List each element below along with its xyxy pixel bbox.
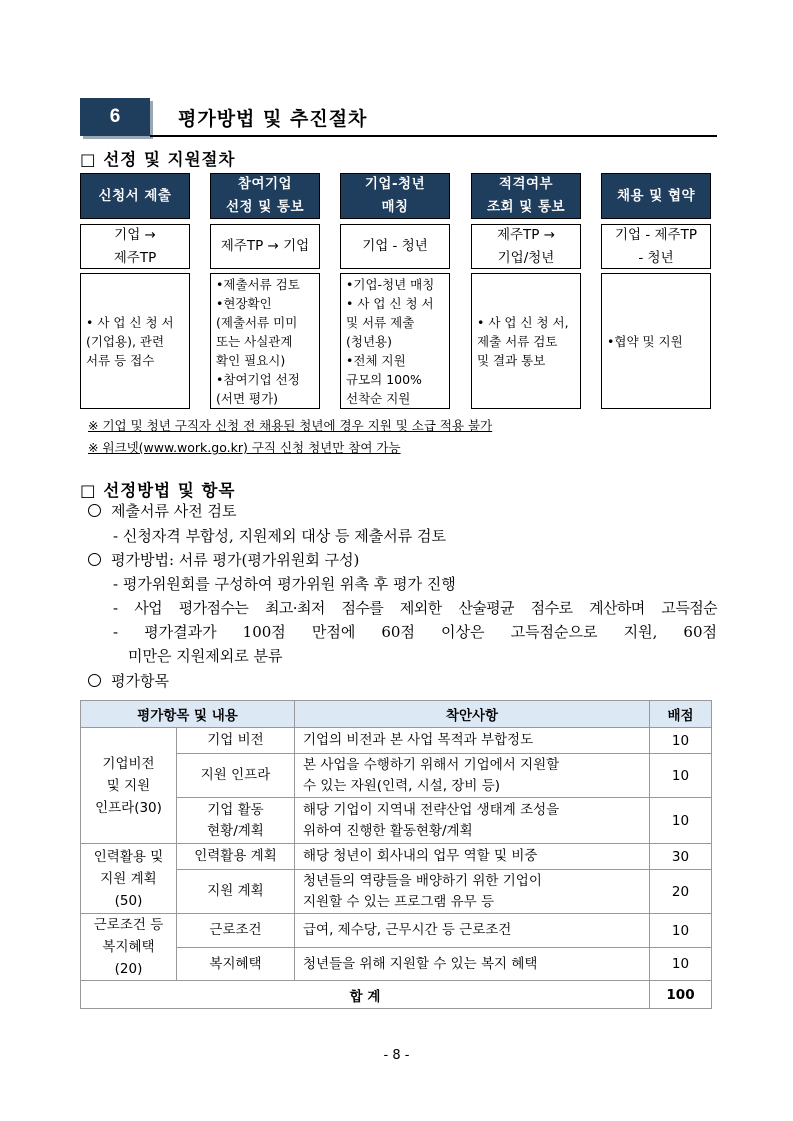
step-desc-3-line: •기업-청년 매칭	[346, 276, 435, 292]
item-line: 지원 인프라	[200, 767, 271, 783]
step-desc-3-line: 및 서류 제출	[346, 314, 415, 330]
selection-line-text: - 평가결과가 100점 만점에 60점 이상은 고득점순으로 지원, 60점	[113, 623, 717, 641]
step-title-3-line: 매칭	[381, 199, 409, 215]
step-actor-5-line: - 청년	[638, 249, 674, 266]
step-actor-5-line: 기업 - 제주TP	[614, 226, 697, 243]
score-cell: 20	[650, 870, 712, 914]
consideration-line: 청년들을 위해 지원할 수 있는 복지 혜택	[303, 955, 538, 972]
selection-bullet	[88, 500, 236, 521]
step-desc-2-line: •참여기업 선정	[216, 371, 300, 387]
step-title-4-line: 적격여부	[498, 176, 554, 192]
table-row	[81, 728, 712, 754]
total-label: 합 계	[81, 981, 650, 1009]
procedure-heading: □ 선정 및 지원절차	[80, 150, 236, 169]
score-cell: 10	[650, 728, 712, 754]
step-title-1-line: 신청서 제출	[98, 187, 172, 204]
selection-bullet	[88, 549, 359, 570]
procedure-note-1: ※ 기업 및 청년 구직자 신청 전 채용된 청년에 경우 지원 및 소급 적용 불가	[88, 418, 493, 433]
item-line: 복지혜택	[209, 955, 262, 972]
step-desc-2	[210, 273, 320, 409]
score-cell: 30	[650, 844, 712, 870]
step-desc-3-line: 선착순 지원	[346, 390, 411, 406]
total-row	[81, 981, 712, 1009]
step-actor-3-line: 기업 - 청년	[362, 238, 428, 254]
item-line: 현황/계획	[207, 822, 264, 839]
step-desc-2-line: •현장확인	[216, 295, 272, 311]
circle-bullet-icon	[88, 504, 101, 517]
page-number: - 8 -	[383, 1048, 410, 1063]
step-desc-5-line: •협약 및 지원	[607, 333, 683, 349]
step-title-4-line: 조회 및 통보	[486, 199, 566, 215]
selection-dash-item	[113, 597, 717, 618]
step-desc-2-line: (서면 평가)	[216, 390, 279, 406]
section-number-badge: 6	[80, 98, 150, 136]
step-title-4	[471, 173, 581, 219]
step-desc-3	[340, 273, 450, 409]
evaluation-table	[80, 700, 712, 1009]
step-title-2-line: 참여기업	[237, 176, 293, 192]
item-line: 기업 비전	[207, 732, 264, 748]
consideration-cell	[295, 728, 650, 754]
step-actor-4-line: 제주TP →	[496, 226, 556, 243]
step-desc-2-line: 또는 사실관계	[216, 333, 293, 349]
category-line: 인프라(30)	[95, 799, 162, 816]
consideration-line: 수 있는 자원(인력, 시설, 장비 등)	[303, 777, 501, 794]
step-desc-3-line: 규모의 100%	[346, 371, 422, 387]
step-actor-4	[471, 224, 581, 269]
category-cell	[81, 914, 177, 981]
step-title-5-line: 채용 및 협약	[616, 187, 696, 204]
header-eval-item: 평가항목 및 내용	[81, 701, 295, 728]
item-cell	[177, 914, 295, 948]
category-line: 인력활용 및	[93, 848, 164, 865]
selection-dash-item	[113, 573, 456, 594]
category-line: 기업비전	[102, 755, 155, 772]
table-row	[81, 914, 712, 948]
selection-bullet	[88, 670, 169, 691]
item-cell	[177, 754, 295, 798]
consideration-line: 해당 기업이 지역내 전략산업 생태계 조성을	[303, 801, 560, 818]
section-title: 평가방법 및 추진절차	[178, 108, 368, 130]
section-divider	[150, 135, 717, 137]
step-desc-1-line: (기업용), 관련	[86, 333, 165, 349]
selection-continuation	[128, 645, 282, 666]
step-desc-2-line: 확인 필요시)	[216, 352, 286, 368]
selection-line-text: 평가방법: 서류 평가(평가위원회 구성)	[111, 551, 360, 569]
category-line: 복지혜택	[102, 939, 155, 955]
circle-bullet-icon	[88, 553, 101, 566]
step-actor-4-line: 기업/청년	[497, 249, 555, 266]
consideration-line: 청년들의 역량들을 배양하기 위한 기업이	[303, 872, 542, 889]
item-line: 근로조건	[209, 922, 262, 938]
step-actor-1	[80, 224, 190, 269]
category-cell	[81, 728, 177, 844]
consideration-cell	[295, 948, 650, 981]
consideration-line: 지원할 수 있는 프로그램 유무 등	[303, 893, 494, 910]
step-actor-5	[601, 224, 711, 269]
step-desc-1-line: • 사 업 신 청 서	[86, 314, 174, 330]
step-actor-2	[210, 224, 320, 269]
selection-dash-item	[113, 621, 717, 642]
step-actor-1-line: 제주TP	[113, 249, 157, 266]
category-line: 및 지원	[106, 777, 151, 794]
step-desc-4	[471, 273, 581, 409]
score-cell: 10	[650, 948, 712, 981]
step-desc-4-line: 제출 서류 검토	[477, 333, 558, 349]
item-line: 기업 활동	[207, 801, 264, 818]
procedure-note-2: ※ 워크넷(www.work.go.kr) 구직 신청 청년만 참여 가능	[88, 440, 401, 455]
step-desc-3-line: •전체 지원	[346, 352, 406, 368]
step-desc-1	[80, 273, 190, 409]
category-line: (50)	[114, 892, 143, 909]
step-title-2-line: 선정 및 통보	[225, 199, 305, 215]
item-cell	[177, 844, 295, 870]
score-cell: 10	[650, 798, 712, 844]
consideration-cell	[295, 798, 650, 844]
selection-line-text: - 신청자격 부합성, 지원제외 대상 등 제출서류 검토	[113, 527, 447, 545]
step-actor-2-line: 제주TP → 기업	[220, 238, 310, 254]
step-actor-1-line: 기업 →	[114, 226, 156, 243]
item-cell	[177, 948, 295, 981]
category-line: (20)	[114, 961, 143, 977]
step-desc-2-line: •제출서류 검토	[216, 276, 300, 292]
consideration-line: 급여, 제수당, 근무시간 등 근로조건	[303, 922, 512, 938]
step-actor-3	[340, 224, 450, 269]
step-desc-5	[601, 273, 711, 409]
item-line: 지원 계획	[207, 883, 264, 899]
consideration-line: 기업의 비전과 본 사업 목적과 부합정도	[303, 732, 534, 748]
item-cell	[177, 728, 295, 754]
selection-line-text: 평가항목	[111, 672, 169, 690]
step-desc-4-line: 및 결과 통보	[477, 352, 546, 368]
step-desc-4-line: • 사 업 신 청 서,	[477, 314, 569, 330]
step-desc-1-line: 서류 등 접수	[86, 352, 155, 368]
selection-line-text: - 사업 평가점수는 최고·최저 점수를 제외한 산술평균 점수로 계산하며 고득점순	[113, 599, 717, 617]
step-title-5	[601, 173, 711, 219]
category-line: 지원 계획	[100, 870, 157, 887]
consideration-cell	[295, 844, 650, 870]
header-score: 배점	[650, 701, 712, 728]
score-cell: 10	[650, 754, 712, 798]
consideration-cell	[295, 914, 650, 948]
item-cell	[177, 798, 295, 844]
selection-line-text: 미만은 지원제외로 분류	[128, 647, 283, 665]
consideration-line: 해당 청년이 회사내의 업무 역할 및 비중	[303, 848, 538, 864]
consideration-line: 본 사업을 수행하기 위해서 기업에서 지원할	[303, 756, 560, 773]
step-desc-2-line: (제출서류 미미	[216, 314, 298, 330]
table-row	[81, 844, 712, 870]
circle-bullet-icon	[88, 674, 101, 687]
category-line: 근로조건 등	[93, 917, 164, 933]
consideration-line: 위하여 진행한 활동현황/계획	[303, 822, 473, 839]
consideration-cell	[295, 870, 650, 914]
selection-heading: □ 선정방법 및 항목	[80, 481, 236, 500]
total-score: 100	[650, 981, 712, 1009]
step-desc-3-line: • 사 업 신 청 서	[346, 295, 434, 311]
item-line: 인력활용 계획	[194, 848, 277, 864]
selection-line-text: 제출서류 사전 검토	[111, 502, 237, 520]
step-desc-3-line: (청년용)	[346, 333, 392, 349]
selection-dash-item	[113, 525, 446, 546]
step-title-2	[210, 173, 320, 219]
step-title-3	[340, 173, 450, 219]
step-title-3-line: 기업-청년	[364, 176, 426, 192]
category-cell	[81, 844, 177, 914]
selection-line-text: - 평가위원회를 구성하여 평가위원 위촉 후 평가 진행	[113, 575, 456, 593]
score-cell: 10	[650, 914, 712, 948]
step-title-1	[80, 173, 190, 219]
header-considerations: 착안사항	[295, 701, 650, 728]
item-cell	[177, 870, 295, 914]
consideration-cell	[295, 754, 650, 798]
